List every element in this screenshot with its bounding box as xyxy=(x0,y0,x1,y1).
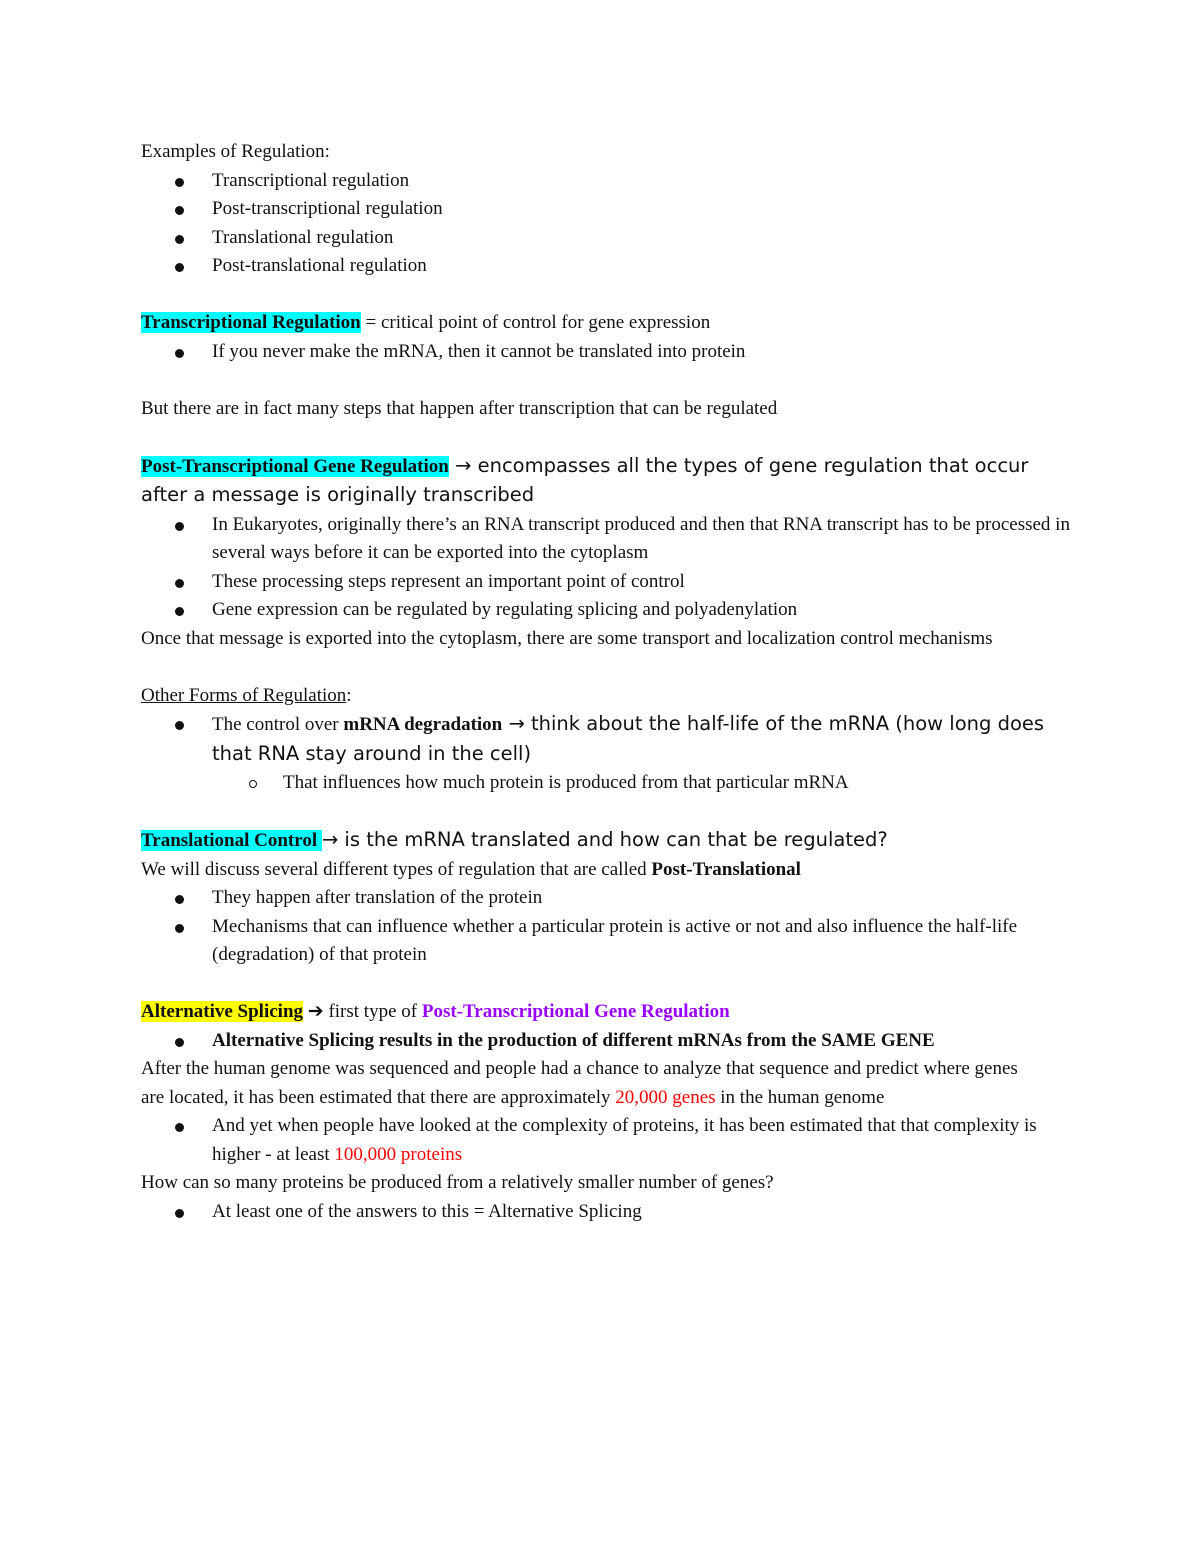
genes-count: 20,000 genes xyxy=(615,1086,716,1108)
list-item: Translational regulation xyxy=(212,224,1071,253)
hollow-bullet-icon xyxy=(249,780,257,788)
list-item: Post-translational regulation xyxy=(212,252,1071,281)
proteins-count: 100,000 proteins xyxy=(334,1143,463,1165)
bullet-icon xyxy=(175,607,184,616)
sub-list-item: That influences how much protein is produced from that particular mRNA xyxy=(283,769,1071,798)
list-item: These processing steps represent an important point of control xyxy=(212,568,1072,597)
list-item: The control over mRNA degradation → think about the half-life of the mRNA (how long does that RNA stay around in the cell) xyxy=(212,710,1052,769)
genome-paragraph: After the human genome was sequenced and people had a chance to analyze that sequence and predict where genes are located, it has been estimated that there are approximately 20,000 genes in the human genome xyxy=(141,1058,1018,1108)
examples-list xyxy=(141,167,1071,281)
bullet-icon xyxy=(175,1038,184,1047)
transcriptional-term: Transcriptional Regulation xyxy=(141,312,361,333)
list-item: Post-transcriptional regulation xyxy=(212,195,1071,224)
bullet-icon xyxy=(175,1123,184,1132)
list-item: If you never make the mRNA, then it cannot be translated into protein xyxy=(212,338,1071,367)
post-transcriptional-term: Post-Transcriptional Gene Regulation xyxy=(141,455,449,477)
bullet-icon xyxy=(175,1209,184,1218)
bullet-icon xyxy=(175,178,184,187)
list-item: They happen after translation of the protein xyxy=(212,884,1052,913)
alt-splicing-definition: Alternative Splicing ➔ first type of Post-Transcriptional Gene Regulation xyxy=(141,1001,730,1022)
list-item: Alternative Splicing results in the production of different mRNAs from the SAME GENE xyxy=(212,1027,1071,1056)
list-item: In Eukaryotes, originally there’s an RNA transcript produced and then that RNA transcript has to be processed in several ways before it can be exported into the cytoplasm xyxy=(212,511,1072,568)
bullet-icon xyxy=(175,235,184,244)
bullet-icon xyxy=(175,263,184,272)
list-item: Mechanisms that can influence whether a particular protein is active or not and also influence the half-life (degradation) of that protein xyxy=(212,913,1052,970)
bullet-icon xyxy=(175,522,184,531)
bullet-icon xyxy=(175,206,184,215)
examples-heading: Examples of Regulation: xyxy=(141,141,330,162)
question-text: How can so many proteins be produced from a relatively smaller number of genes? xyxy=(141,1172,774,1193)
list-item: At least one of the answers to this = Alternative Splicing xyxy=(212,1198,1071,1227)
bullet-icon xyxy=(175,924,184,933)
bullet-icon xyxy=(175,579,184,588)
after-transcription-text: But there are in fact many steps that happen after transcription that can be regulated xyxy=(141,397,778,419)
post-transcriptional-definition: Post-Transcriptional Gene Regulation → encompasses all the types of gene regulation that occur after a message is originally transcribed xyxy=(141,453,1029,506)
list-item: Gene expression can be regulated by regulating splicing and polyadenylation xyxy=(212,596,1072,625)
bullet-icon xyxy=(175,349,184,358)
other-forms-heading: Other Forms of Regulation: xyxy=(141,684,352,706)
translational-definition: Translational Control → is the mRNA translated and how can that be regulated? xyxy=(141,828,888,851)
bullet-icon xyxy=(175,721,184,730)
transcriptional-definition: Transcriptional Regulation = critical point of control for gene expression xyxy=(141,312,711,333)
list-item: Transcriptional regulation xyxy=(212,167,1071,196)
bullet-icon xyxy=(175,895,184,904)
alt-splicing-term: Alternative Splicing xyxy=(141,1001,304,1022)
document-page xyxy=(141,138,1071,1226)
export-followup-text: Once that message is exported into the cytoplasm, there are some transport and localization control mechanisms xyxy=(141,627,993,649)
list-item: And yet when people have looked at the complexity of proteins, it has been estimated that that complexity is higher - at least 100,000 proteins xyxy=(212,1112,1042,1169)
translational-term: Translational Control xyxy=(141,830,322,851)
post-translational-intro: We will discuss several different types of regulation that are called Post-Translational xyxy=(141,858,801,880)
